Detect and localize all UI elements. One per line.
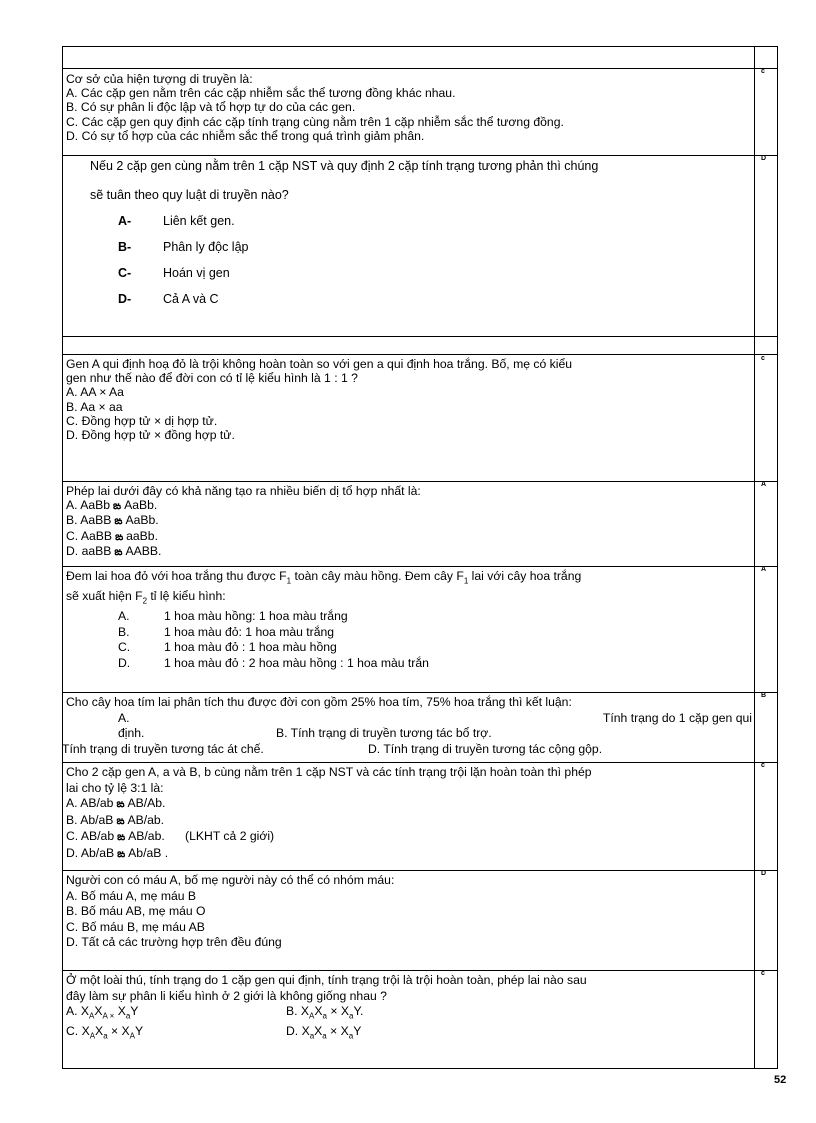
option-a: A. AaBb ఙ AaBb. xyxy=(66,498,158,513)
option-b: B. 1 hoa màu đỏ: 1 hoa màu trắng xyxy=(118,624,335,639)
question-stem: Cho cây hoa tím lai phân tích thu được đời con gồm 25% hoa tím, 75% hoa trắng thì kết luận: xyxy=(66,695,572,709)
option-c: C. Đồng hợp tử × dị hợp tử. xyxy=(66,413,218,428)
option-d: D. Đồng hợp tử × đồng hợp tử. xyxy=(66,428,235,443)
option-a: A- Liên kết gen. xyxy=(118,214,235,228)
answer-key: D xyxy=(761,155,767,162)
option-c: C- Hoán vị gen xyxy=(118,266,230,280)
cross-icon: ఙ xyxy=(114,545,123,558)
row-divider xyxy=(62,481,778,482)
option-d: D. Tất cả các trường hợp trên đều đúng xyxy=(66,935,282,950)
cross-icon: ఙ xyxy=(117,847,126,860)
answer-key: c xyxy=(761,68,765,75)
row-divider xyxy=(62,692,778,693)
question-5 xyxy=(66,569,752,671)
option-a: A. Các cặp gen nằm trên các cặp nhiễm sắc thể tương đồng khác nhau. xyxy=(66,86,456,101)
question-7 xyxy=(66,765,752,863)
answer-key: B xyxy=(761,692,767,699)
cross-icon: ఙ xyxy=(117,831,126,844)
question-stem-line-1: Đem lai hoa đỏ với hoa trắng thu được $F_1$ toàn cây màu hồng. Đem cây $F_1$ lai với cây hoa trắng xyxy=(66,569,582,586)
row-divider xyxy=(62,566,778,567)
question-stem-line-2: đây làm sự phân li kiểu hình ở 2 giới là không giống nhau ? xyxy=(66,988,387,1003)
cross-icon: ఙ xyxy=(113,500,122,513)
row-divider xyxy=(62,336,778,337)
option-d: D. aaBB ఙ AABB. xyxy=(66,543,162,558)
option-b: B. AaBB ఙ AaBb. xyxy=(66,513,159,528)
question-stem-line-1: Gen A qui định hoạ đỏ là trội không hoàn toàn so với gen a qui định hoa trắng. Bố, mẹ có kiểu xyxy=(66,357,573,371)
question-9 xyxy=(66,973,752,1044)
option-a: A. AA × Aa xyxy=(66,385,124,400)
option-a: A. Tính trạng do 1 cặp gen qui xyxy=(118,710,752,725)
question-4 xyxy=(66,484,752,559)
cross-icon: ఙ xyxy=(116,814,125,827)
question-stem-line-1: Cho 2 cặp gen A, a và B, b cùng nằm trên 1 cặp NST và các tính trạng trội lặn hoàn toàn thì phép xyxy=(66,765,592,779)
option-a: A. 1 hoa màu hồng: 1 hoa màu trắng xyxy=(118,609,348,624)
option-b: B. $X_AX_a \times X_aY$. xyxy=(286,1004,364,1021)
options-row-2 xyxy=(66,1024,752,1044)
answer-key: A xyxy=(761,481,767,488)
option-b: B. Có sự phân li độc lập và tổ hợp tự do của các gen. xyxy=(66,100,356,115)
option-a: A. $X_AX_{A \times}$ $X_aY$ xyxy=(66,1004,139,1021)
option-b: định. B. Tính trạng di truyền tương tác bổ trợ. xyxy=(118,726,492,740)
answer-key: c xyxy=(761,970,765,977)
option-c: C. AaBB ఙ aaBb. xyxy=(66,528,158,543)
question-6 xyxy=(62,695,752,757)
question-stem-line-2: lai cho tỷ lệ 3:1 là: xyxy=(66,780,164,795)
row-divider xyxy=(62,354,778,355)
row-divider xyxy=(62,970,778,971)
question-stem-line-1: Nếu 2 cặp gen cùng nằm trên 1 cặp NST và quy định 2 cặp tính trạng tương phản thì chúng xyxy=(90,159,599,173)
option-b: B- Phân ly độc lập xyxy=(118,240,249,254)
option-d: D. 1 hoa màu đỏ : 2 hoa màu hồng : 1 hoa màu trắn xyxy=(118,655,429,670)
option-b: B. Ab/aB ఙ AB/ab. xyxy=(66,812,165,827)
question-8 xyxy=(66,873,752,951)
option-c-d: Tính trạng di truyền tương tác át chế. D. Tính trạng di truyền tương tác cộng gộp. xyxy=(62,741,603,756)
option-b: B. Aa × aa xyxy=(66,399,123,414)
cross-icon: ఙ xyxy=(116,798,125,811)
question-stem-line-1: Ở một loài thú, tính trạng do 1 cặp gen qui định, tính trạng trội là trội hoàn toàn, phép lai nào sau xyxy=(66,973,587,987)
option-c: C. $X_AX_a \times X_AY$ xyxy=(66,1024,144,1041)
answer-column-divider xyxy=(754,46,755,1069)
row-divider xyxy=(62,762,778,763)
option-a: A. AB/ab ఙ AB/Ab. xyxy=(66,796,166,811)
answer-key: c xyxy=(761,355,765,362)
option-c: C. Các cặp gen quy định các cặp tính trạng cùng nằm trên 1 cặp nhiễm sắc thể tương đồng. xyxy=(66,114,564,129)
page-number: 52 xyxy=(774,1074,787,1086)
option-a: A. Bố máu A, mẹ máu B xyxy=(66,888,197,903)
question-stem-line-2: gen như thế nào để đời con có tỉ lệ kiểu hình là 1 : 1 ? xyxy=(66,371,358,386)
row-divider xyxy=(62,870,778,871)
option-d: D- Cả A và C xyxy=(118,292,219,306)
option-b: B. Bố máu AB, mẹ máu O xyxy=(66,904,206,919)
question-stem-line-2: sẽ xuất hiện $F_2$ tỉ lệ kiểu hình: xyxy=(66,589,226,606)
option-c: C. AB/ab ఙ AB/ab. (LKHT cả 2 giới) xyxy=(66,829,275,844)
question-stem: Người con có máu A, bố mẹ người này có thể có nhóm máu: xyxy=(66,873,395,887)
answer-key: A xyxy=(761,566,767,573)
question-1 xyxy=(66,72,752,143)
option-d: D. Có sự tổ hợp của các nhiễm sắc thể trong quá trình giảm phân. xyxy=(66,128,425,143)
row-divider xyxy=(62,155,778,156)
question-stem-line-2: sẽ tuân theo quy luật di truyền nào? xyxy=(90,188,289,202)
option-c: C. 1 hoa màu đỏ : 1 hoa màu hồng xyxy=(118,640,337,655)
cross-icon: ఙ xyxy=(115,530,124,543)
answer-key: c xyxy=(761,762,765,769)
option-d: D. Ab/aB ఙ Ab/aB . xyxy=(66,845,169,860)
question-stem: Cơ sở của hiện tượng di truyền là: xyxy=(66,72,253,86)
question-stem: Phép lai dưới đây có khả năng tạo ra nhiều biến dị tổ hợp nhất là: xyxy=(66,484,421,498)
cross-icon: ఙ xyxy=(114,515,123,528)
options-row-1 xyxy=(66,1004,752,1024)
row-divider xyxy=(62,68,778,69)
answer-key: D xyxy=(761,870,767,877)
option-c: C. Bố máu B, mẹ máu AB xyxy=(66,919,205,934)
option-d: D. $X_aX_a \times X_aY$ xyxy=(286,1024,362,1041)
question-3 xyxy=(66,357,752,442)
